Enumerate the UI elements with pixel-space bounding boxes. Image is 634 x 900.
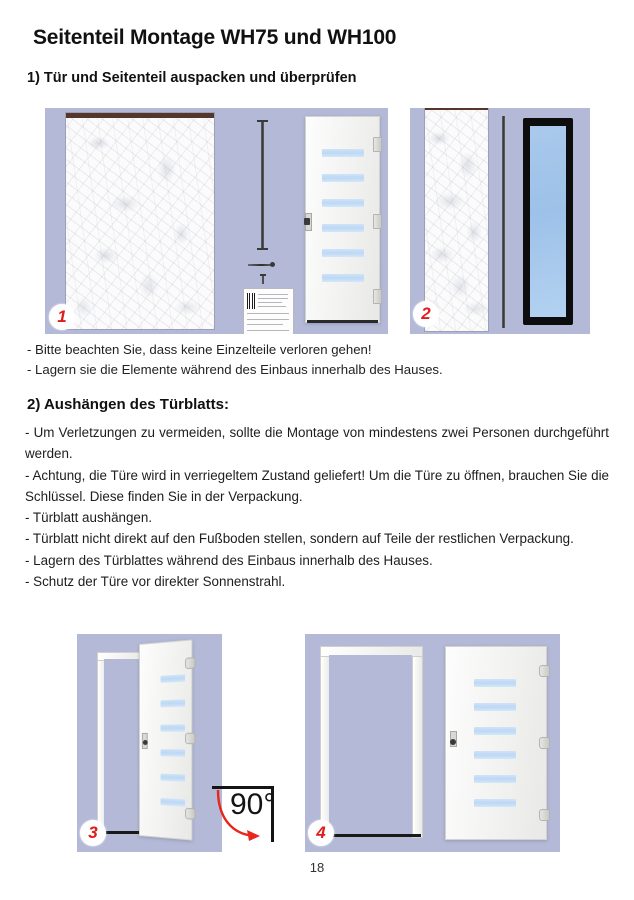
glass-strip xyxy=(322,149,364,157)
rod-top-cap xyxy=(257,120,268,122)
hinge xyxy=(373,137,382,152)
glass-strip xyxy=(322,174,364,182)
barcode-icon xyxy=(247,293,255,309)
section-1-notes xyxy=(27,340,607,380)
glass-strip xyxy=(474,751,516,759)
figure-3 xyxy=(77,634,222,852)
hinge xyxy=(185,657,196,669)
label-text-line xyxy=(258,298,288,299)
glass-strip xyxy=(161,724,185,731)
angle-value xyxy=(230,788,275,822)
wrapped-door-package xyxy=(65,112,215,330)
figure-1 xyxy=(45,108,388,334)
figure-badge-4: 4 xyxy=(308,820,334,846)
angle-unit: ° xyxy=(263,788,276,821)
glass-strip xyxy=(322,274,364,282)
hinge xyxy=(185,808,196,820)
hinge xyxy=(373,214,382,229)
frame-opening xyxy=(104,659,142,834)
door-leaf xyxy=(305,116,380,323)
hinge xyxy=(539,737,550,749)
glass-strip xyxy=(161,774,185,782)
body-paragraph: - Achtung, die Türe wird in verriegeltem Zustand geliefert! Um die Türe zu öffnen, brauchen Sie die Schlüssel. Diese finden Sie in der Verpackung. xyxy=(25,467,609,504)
glass-strip xyxy=(161,699,185,707)
figure-4 xyxy=(305,634,560,852)
glass-strip xyxy=(474,775,516,783)
frame-threshold xyxy=(325,834,421,837)
label-text-line xyxy=(258,306,286,307)
rod-bottom-cap xyxy=(257,248,268,250)
profile-rod xyxy=(261,122,264,248)
profile-rod xyxy=(502,116,505,328)
glass-strip xyxy=(474,679,516,687)
sidelight-element xyxy=(523,118,573,325)
packing-label-sheet xyxy=(243,288,294,334)
glass-strip xyxy=(161,749,185,756)
label-text-line xyxy=(258,302,282,303)
door-handle-icon xyxy=(143,740,148,745)
note-item: - Lagern sie die Elemente während des Einbaus innerhalb des Hauses. xyxy=(27,362,443,377)
figure-badge-2: 2 xyxy=(413,301,439,327)
body-paragraph: - Türblatt nicht direkt auf den Fußboden stellen, sondern auf Teile der restlichen Verpackung. xyxy=(25,531,574,547)
body-paragraph: - Lagern des Türblattes während des Einbaus innerhalb des Hauses. xyxy=(25,552,433,568)
glass-strip xyxy=(474,703,516,711)
package-top-edge xyxy=(425,108,488,110)
hinge xyxy=(185,733,196,745)
label-text-line xyxy=(247,324,283,325)
angle-number: 90 xyxy=(230,788,264,821)
label-text-line xyxy=(258,294,288,295)
figure-badge-1: 1 xyxy=(49,304,75,330)
glass-strip xyxy=(474,799,516,807)
angle-indicator xyxy=(228,780,284,842)
section-1-heading: 1) Tür und Seitenteil auspacken und überprüfen xyxy=(27,70,357,86)
page-title: Seitenteil Montage WH75 und WH100 xyxy=(33,26,397,49)
glass-strip xyxy=(322,199,364,207)
body-paragraph: - Schutz der Türe vor direkter Sonnenstrahl. xyxy=(25,574,286,590)
figure-2 xyxy=(410,108,590,334)
section-2-heading: 2) Aushängen des Türblatts: xyxy=(27,396,229,413)
body-paragraph: - Türblatt aushängen. xyxy=(25,510,153,526)
package-top-edge xyxy=(66,113,214,118)
door-handle-icon xyxy=(450,739,456,745)
glass-strip xyxy=(322,249,364,257)
sidelight-glass xyxy=(530,126,566,317)
page-number: 18 xyxy=(309,860,325,875)
glass-strip xyxy=(322,224,364,232)
label-text-line xyxy=(247,319,289,320)
section-2-body xyxy=(25,422,609,592)
body-paragraph: - Um Verletzungen zu vermeiden, sollte die Montage von mindestens zwei Personen durchgeführt werden. xyxy=(25,425,609,462)
note-item: - Bitte beachten Sie, dass keine Einzelteile verloren gehen! xyxy=(27,342,372,357)
rod-small-knob xyxy=(270,262,275,267)
glass-strip xyxy=(161,674,185,683)
frame-opening xyxy=(329,655,412,836)
figure-badge-3: 3 xyxy=(80,820,106,846)
door-handle-icon xyxy=(304,218,310,225)
hinge xyxy=(539,665,550,677)
door-leaf-removed xyxy=(445,646,547,840)
rod-marker-stem xyxy=(262,276,264,284)
hinge xyxy=(373,289,382,304)
door-leaf-open xyxy=(139,639,192,840)
frame-right-jamb xyxy=(412,646,423,838)
hinge xyxy=(539,809,550,821)
glass-strip xyxy=(161,798,185,807)
door-base-shadow xyxy=(307,320,378,323)
glass-strip xyxy=(474,727,516,735)
wrapped-sidelight-package xyxy=(424,108,489,332)
label-divider xyxy=(247,313,289,314)
label-divider xyxy=(247,330,289,331)
